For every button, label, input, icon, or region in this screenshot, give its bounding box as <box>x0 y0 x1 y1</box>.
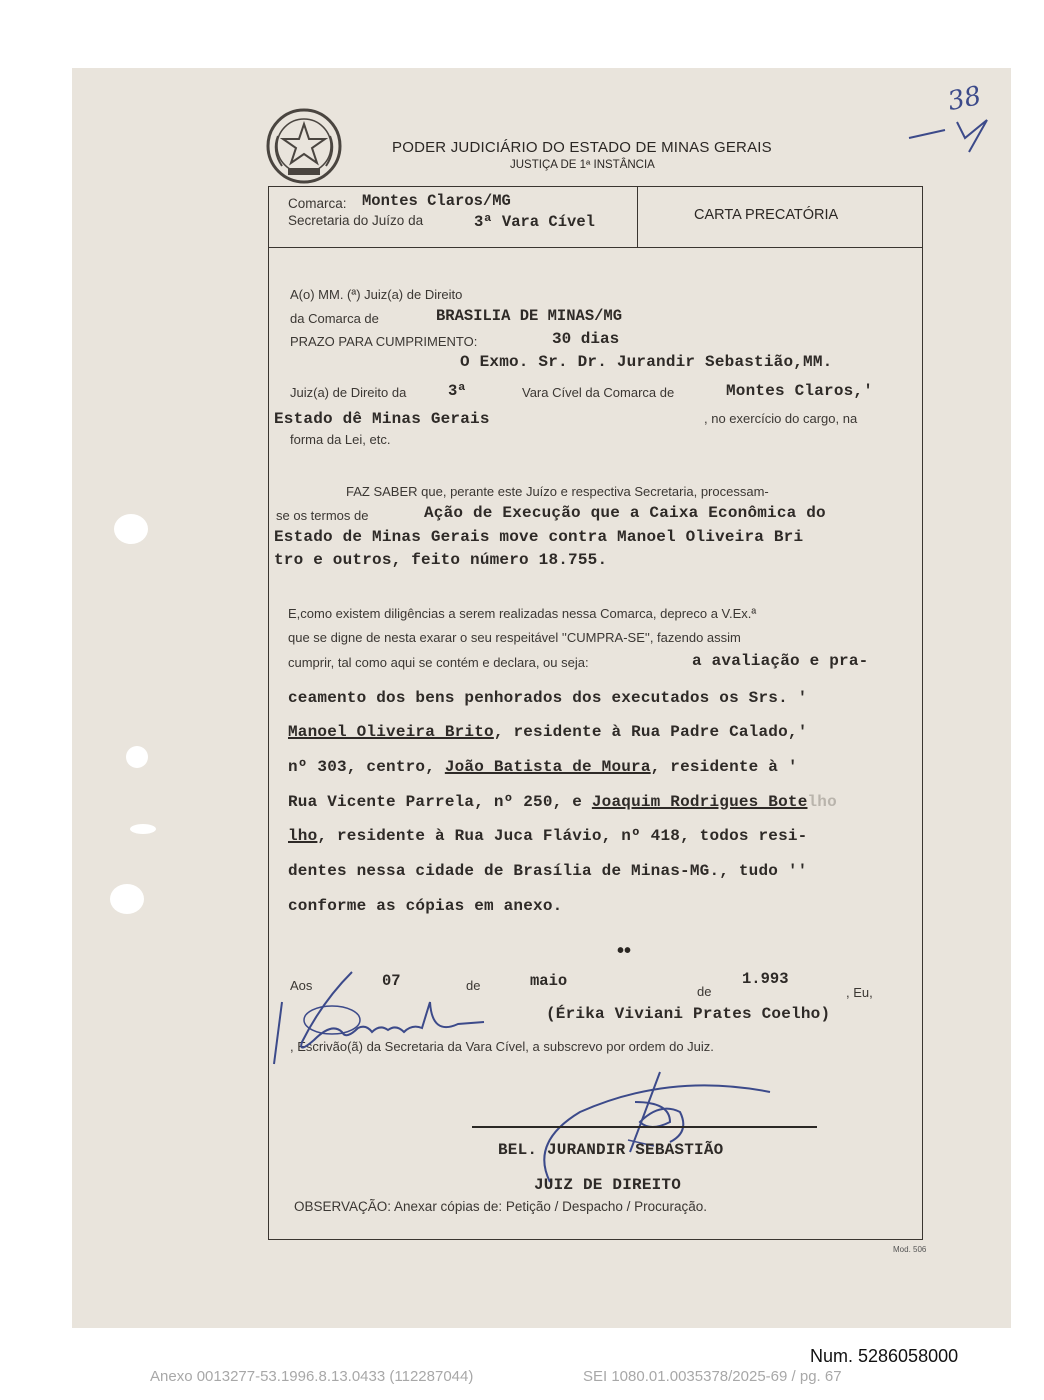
executado-address-1b: nº 303, centro, <box>288 758 445 776</box>
faz-saber-intro <box>346 484 769 499</box>
punch-hole <box>130 824 156 834</box>
day-value: 07 <box>382 972 401 990</box>
executado-address-2: , residente à ' <box>650 758 798 776</box>
handwritten-page-number: 38 <box>945 80 984 118</box>
comarca-label: Comarca: <box>288 196 347 211</box>
eu-label: , Eu, <box>846 985 873 1000</box>
executado-address-2b: Rua Vicente Parrela, nº 250, e <box>288 793 592 811</box>
depreco-line-3: cumprir, tal como aqui se contém e declara, ou seja: <box>288 655 589 670</box>
executado-address-1: , residente à Rua Padre Calado,' <box>493 723 808 741</box>
depreco-typed-start: a avaliação e pra- <box>692 652 869 670</box>
form-header-vertical-divider <box>637 186 638 248</box>
de-label-1: de <box>466 978 481 993</box>
punch-hole <box>126 746 148 768</box>
judge-signature-name: BEL. JURANDIR SEBASTIÃO <box>498 1141 724 1159</box>
depreco-typed-5 <box>288 827 807 845</box>
depreco-line-1: E,como existem diligências a serem realizadas nessa Comarca, depreco a V.Ex.ª <box>288 606 757 621</box>
acao-line-1: Ação de Execução que a Caixa Econômica do <box>424 504 826 522</box>
year-value: 1.993 <box>742 970 789 988</box>
depreco-typed-7: conforme as cópias em anexo. <box>288 897 563 915</box>
executado-name-2: João Batista de Moura <box>444 758 651 776</box>
depreco-typed-6: dentes nessa cidade de Brasília de Minas-MG., tudo '' <box>288 862 808 880</box>
depreco-typed-1: ceamento dos bens penhorados dos executados os Srs. ' <box>288 689 808 707</box>
document-number: Num. 5286058000 <box>810 1346 959 1366</box>
vara-number: 3ª <box>448 382 467 400</box>
model-number: Mod. 506 <box>893 1245 927 1254</box>
sei-reference: SEI 1080.01.0035378/2025-69 / pg. 67 <box>583 1368 842 1385</box>
executado-name-3: Joaquim Rodrigues Bote <box>591 793 808 811</box>
escrivao-text: , Escrivão(ã) da Secretaria da Vara Cível, a subscrevo por ordem do Juiz. <box>290 1039 714 1054</box>
faz-saber-lead: FAZ SABER <box>346 484 418 499</box>
signature-line <box>472 1126 817 1128</box>
observacao-text: OBSERVAÇÃO: Anexar cópias de: Petição / Despacho / Procuração. <box>294 1199 707 1214</box>
header-subtitle: JUSTIÇA DE 1ª INSTÂNCIA <box>510 159 655 171</box>
depreco-typed-4 <box>288 793 837 811</box>
acao-line-3: tro e outros, feito número 18.755. <box>274 551 608 569</box>
aos-label: Aos <box>290 978 313 993</box>
judge-signature-title: JUIZ DE DIREITO <box>534 1176 682 1194</box>
addressee-line: A(o) MM. (ª) Juiz(a) de Direito <box>290 287 463 302</box>
executado-name-3-end: lho <box>288 827 318 845</box>
executado-name-3-overflow: lho <box>807 793 837 811</box>
estado-value: Estado dê Minas Gerais <box>274 410 490 428</box>
se-os-termos: se os termos de <box>276 508 369 523</box>
juiz-label: Juiz(a) de Direito da <box>290 385 407 400</box>
executado-address-3: , residente à Rua Juca Flávio, nº 418, todos resi- <box>317 827 808 845</box>
secretaria-label: Secretaria do Juízo da <box>288 213 424 228</box>
acao-line-2: Estado de Minas Gerais move contra Manoel Oliveira Bri <box>274 528 804 546</box>
clerk-name: (Érika Viviani Prates Coelho) <box>546 1005 831 1023</box>
comarca-origin: Montes Claros,' <box>726 382 874 400</box>
annex-reference: Anexo 0013277-53.1996.8.13.0433 (112287044) <box>150 1368 474 1385</box>
comarca-value: Montes Claros/MG <box>362 192 511 210</box>
de-label-2: de <box>697 984 712 999</box>
depreco-line-2: que se digne de nesta exarar o seu respeitável ''CUMPRA-SE'', fazendo assim <box>288 630 741 645</box>
comarca-prefix: da Comarca de <box>290 311 379 326</box>
clerk-signature-icon <box>262 962 492 1072</box>
destination-comarca: BRASILIA DE MINAS/MG <box>436 307 623 325</box>
vara-label: Vara Cível da Comarca de <box>522 385 675 400</box>
double-dot-mark: •• <box>617 940 632 962</box>
minas-gerais-crest-icon <box>264 106 344 186</box>
faz-saber-text: que, perante este Juízo e respectiva Secretaria, processam- <box>421 484 769 499</box>
prazo-value: 30 dias <box>552 330 620 348</box>
forma-text: forma da Lei, etc. <box>290 432 391 447</box>
header-title: PODER JUDICIÁRIO DO ESTADO DE MINAS GERAIS <box>392 139 772 156</box>
prazo-label: PRAZO PARA CUMPRIMENTO: <box>290 334 478 349</box>
secretaria-value: 3ª Vara Cível <box>474 213 595 231</box>
exercicio-text: , no exercício do cargo, na <box>704 411 858 426</box>
punch-hole <box>114 514 148 544</box>
month-value: maio <box>530 972 568 990</box>
depreco-typed-2 <box>288 723 808 741</box>
punch-hole <box>110 884 144 914</box>
doc-type-title: CARTA PRECATÓRIA <box>694 207 839 223</box>
executado-name-1: Manoel Oliveira Brito <box>288 723 494 741</box>
judge-name: O Exmo. Sr. Dr. Jurandir Sebastião,MM. <box>460 353 833 371</box>
handwritten-mark-icon <box>905 108 995 158</box>
depreco-typed-3 <box>288 758 798 776</box>
form-header-divider <box>268 247 923 248</box>
